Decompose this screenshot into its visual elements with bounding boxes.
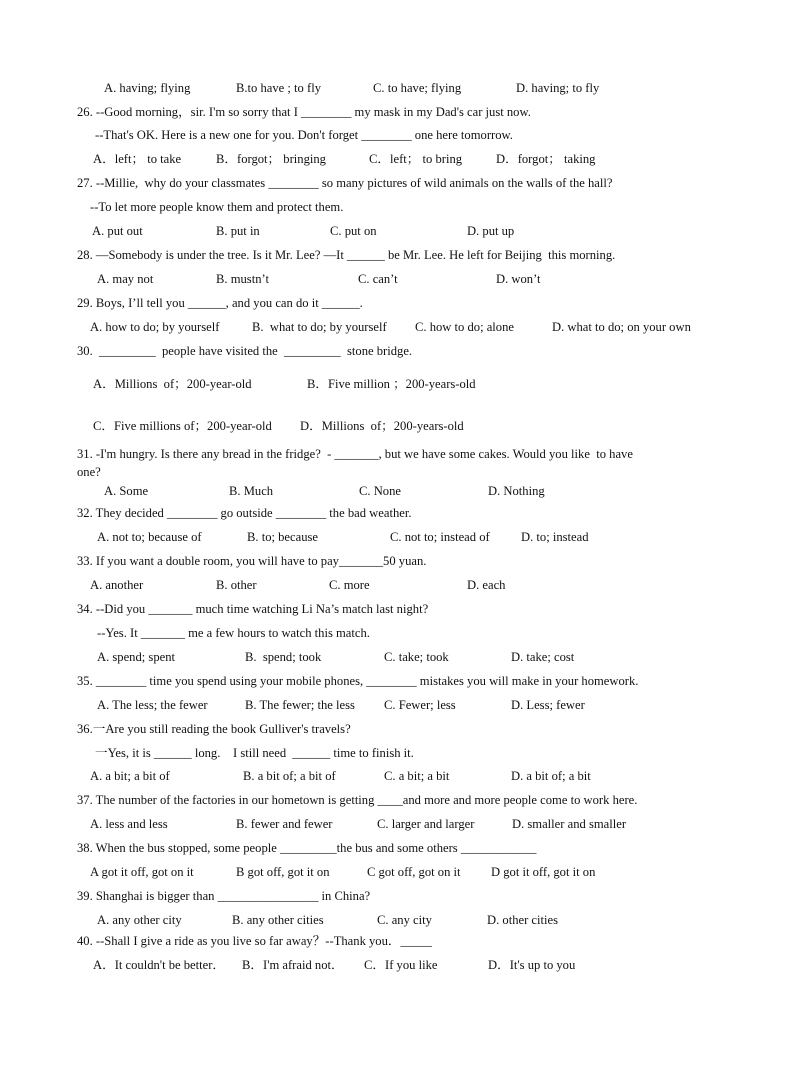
option-d: D. take; cost: [511, 650, 575, 664]
option-b: B. a bit of; a bit of: [243, 769, 336, 783]
option-a: A. put out: [92, 224, 143, 238]
option-c: C．If you like: [364, 958, 438, 972]
option-c: C. can’t: [358, 272, 398, 286]
question-text-line2: --Yes. It _______ me a few hours to watch this match.: [97, 626, 370, 640]
question-text: 39. Shanghai is bigger than ________________ in China?: [77, 889, 371, 903]
option-d: D．forgot； taking: [496, 152, 596, 166]
option-c: C. how to do; alone: [415, 320, 514, 334]
question-text: 37. The number of the factories in our hometown is getting ____and more and more people come to work here.: [77, 793, 638, 807]
option-d: D. having; to fly: [516, 81, 600, 95]
option-d: D. smaller and smaller: [512, 817, 627, 831]
option-b: B. any other cities: [232, 913, 324, 927]
option-c: C. larger and larger: [377, 817, 475, 831]
option-b: B．Five million ；200-years-old: [307, 377, 476, 391]
question-text: 32. They decided ________ go outside ________ the bad weather.: [77, 506, 412, 520]
question-text: 38. When the bus stopped, some people _________the bus and some others ____________: [77, 841, 537, 855]
option-a: A. Some: [104, 484, 149, 498]
question-text: 36.一Are you still reading the book Gulliver's travels?: [77, 722, 351, 736]
option-d: D. won’t: [496, 272, 541, 286]
option-b: B. Much: [229, 484, 274, 498]
option-a: A．left； to take: [93, 152, 182, 166]
option-b: B. fewer and fewer: [236, 817, 333, 831]
option-c: C. put on: [330, 224, 377, 238]
question-text: 35. ________ time you spend using your mobile phones, ________ mistakes you will make in your homework.: [77, 674, 639, 688]
option-a: A. another: [90, 578, 144, 592]
option-c: C got off, got on it: [367, 865, 461, 879]
option-a: A．It couldn't be better．: [93, 958, 226, 972]
option-d: D. Nothing: [488, 484, 545, 498]
option-b: B. other: [216, 578, 257, 592]
option-d: D. put up: [467, 224, 515, 238]
option-d: D got it off, got it on: [491, 865, 596, 879]
question-text-line2: one?: [77, 465, 101, 479]
option-c: C. a bit; a bit: [384, 769, 450, 783]
option-a: A. less and less: [90, 817, 168, 831]
option-d: D. to; instead: [521, 530, 589, 544]
option-c: C. more: [329, 578, 370, 592]
option-b: B. spend; took: [245, 650, 322, 664]
option-a: A．Millions of；200-year-old: [93, 377, 252, 391]
option-a: A. a bit; a bit of: [90, 769, 170, 783]
option-a: A. not to; because of: [97, 530, 202, 544]
option-a: A got it off, got on it: [90, 865, 194, 879]
question-text: 30. _________ people have visited the _________ stone bridge.: [77, 344, 413, 358]
option-b: B.to have ; to fly: [236, 81, 321, 95]
option-c: C. any city: [377, 913, 432, 927]
option-b: B. what to do; by yourself: [252, 320, 387, 334]
question-text: 31. -I'm hungry. Is there any bread in the fridge? - _______, but we have some cakes. Would you like to have: [77, 447, 633, 461]
option-a: A. The less; the fewer: [97, 698, 208, 712]
option-b: B. The fewer; the less: [245, 698, 355, 712]
question-text: 28. —Somebody is under the tree. Is it Mr. Lee? —It ______ be Mr. Lee. He left for Beijing this morning.: [77, 248, 616, 262]
option-c: C. not to; instead of: [390, 530, 490, 544]
question-text: 26. --Good morning，sir. I'm so sorry that I ________ my mask in my Dad's car just now.: [77, 105, 531, 119]
option-c: C. Fewer; less: [384, 698, 456, 712]
question-text: 34. --Did you _______ much time watching Li Na’s match last night?: [77, 602, 429, 616]
option-b: B．forgot； bringing: [216, 152, 326, 166]
option-b: B got off, got it on: [236, 865, 330, 879]
option-c: C．left； to bring: [369, 152, 463, 166]
option-a: A. how to do; by yourself: [90, 320, 220, 334]
option-b: B. put in: [216, 224, 260, 238]
option-b: B. mustn’t: [216, 272, 269, 286]
question-text: 27. --Millie, why do your classmates ________ so many pictures of wild animals on the walls of the hall?: [77, 176, 613, 190]
question-text: 40. --Shall I give a ride as you live so far away？--Thank you．_____: [77, 934, 432, 948]
option-d: D. what to do; on your own: [552, 320, 691, 334]
question-text-line2: --That's OK. Here is a new one for you. Don't forget ________ one here tomorrow.: [95, 128, 513, 142]
question-text: 29. Boys, I’ll tell you ______, and you can do it ______.: [77, 296, 363, 310]
option-d: D. other cities: [487, 913, 558, 927]
option-c: C. take; took: [384, 650, 449, 664]
question-text-line2: 一Yes, it is ______ long. I still need ______ time to finish it.: [95, 746, 414, 760]
option-d: D. Less; fewer: [511, 698, 585, 712]
option-d: D. a bit of; a bit: [511, 769, 591, 783]
option-a: A. may not: [97, 272, 154, 286]
option-a: A. any other city: [97, 913, 182, 927]
option-d: D．Millions of；200-years-old: [300, 419, 464, 433]
option-b: B. to; because: [247, 530, 318, 544]
option-a: A. spend; spent: [97, 650, 176, 664]
option-c: C．Five millions of；200-year-old: [93, 419, 272, 433]
option-d: D. each: [467, 578, 506, 592]
option-c: C. to have; flying: [373, 81, 462, 95]
option-c: C. None: [359, 484, 401, 498]
option-b: B．I'm afraid not．: [242, 958, 344, 972]
question-text-line2: --To let more people know them and protect them.: [90, 200, 344, 214]
option-d: D．It's up to you: [488, 958, 576, 972]
option-a: A. having; flying: [104, 81, 191, 95]
question-text: 33. If you want a double room, you will have to pay_______50 yuan.: [77, 554, 427, 568]
